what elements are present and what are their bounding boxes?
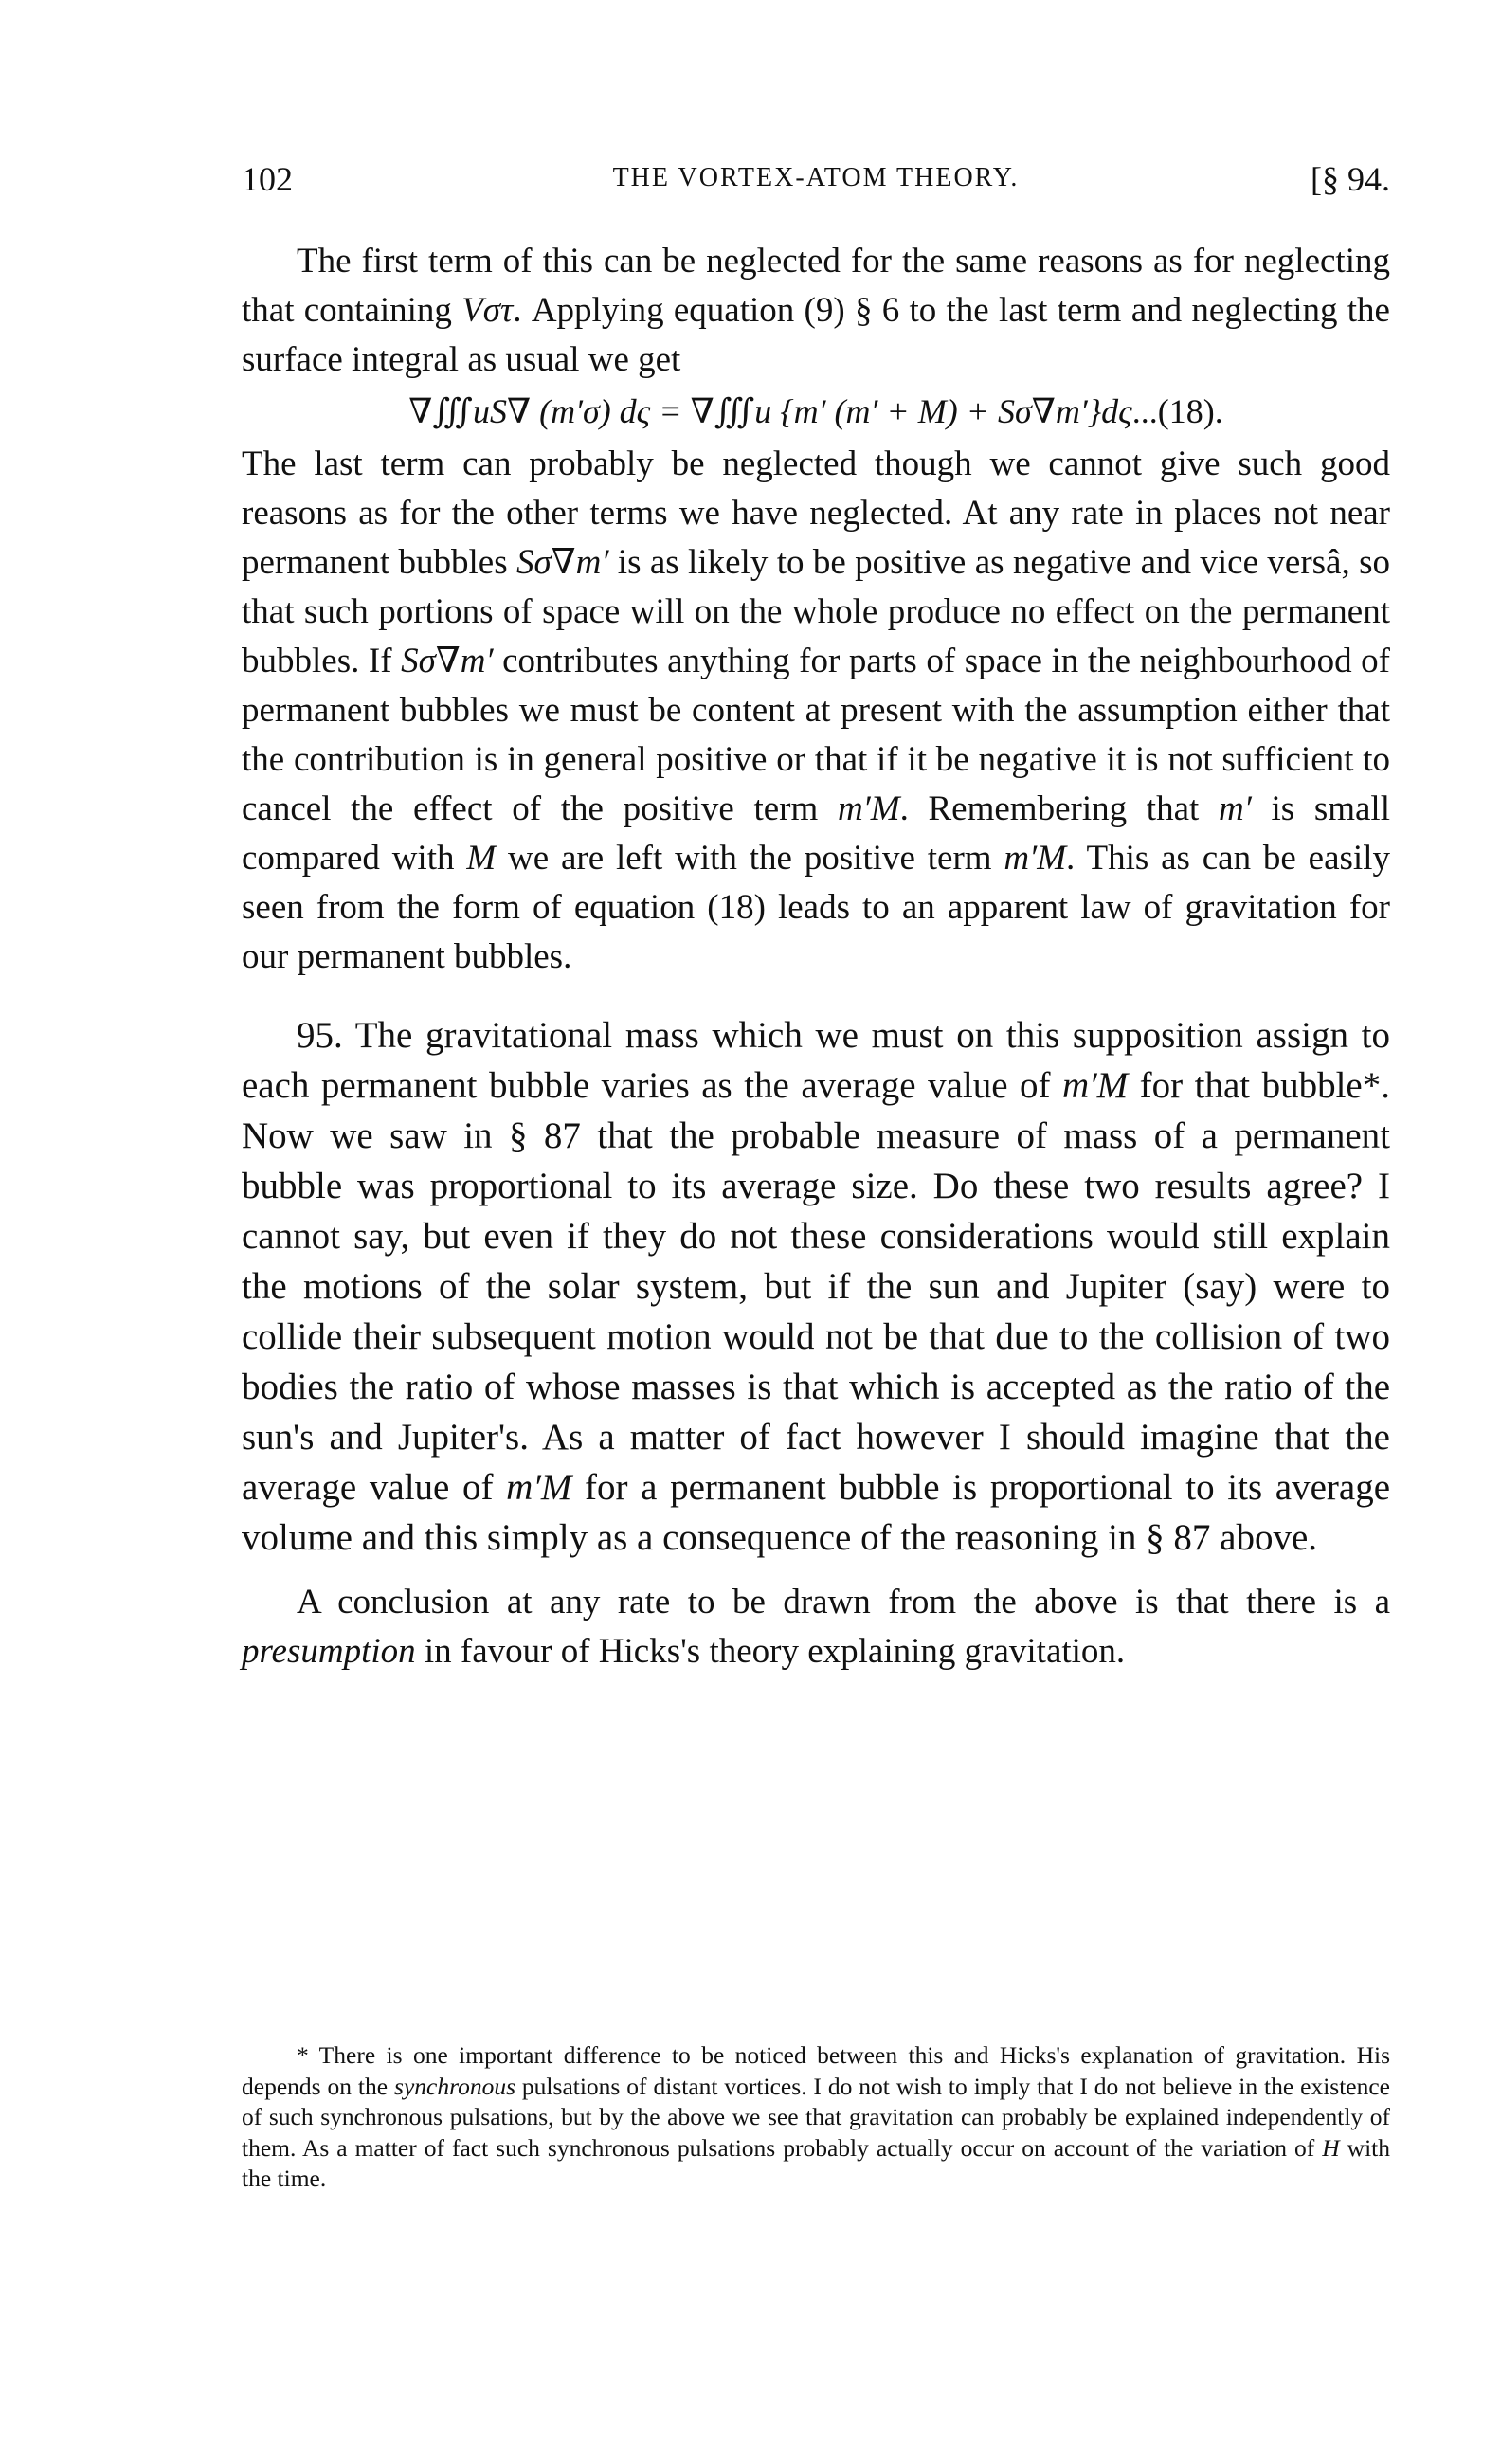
section-95 xyxy=(242,1010,1390,1563)
text-run: is small compared with xyxy=(242,789,1390,878)
text-run: for that bubble*. Now we saw in § 87 that the probable measure of mass of a permanent bubble was proportional to its average size. Do these two results agree? I cannot say, but even if they do not these considerations would still explain the motions of the solar system, but if the sun and Jupiter (say) were to collide their subsequent motion would not be that due to the collision of two bodies the ratio of whose masses is that which is accepted as the ratio of the sun's and Jupiter's. As a matter of fact however I should imagine that the average value of xyxy=(242,1065,1390,1508)
footnote-text xyxy=(242,2040,1390,2195)
text-run: pulsations of distant vortices. I do not wish to imply that I do not believe in the existence of such synchronous pulsations, but by the above we see that gravitation can probably be explained independently of them. As a matter of fact such synchronous pulsations probably actually occur on account of the variation of xyxy=(242,2072,1390,2162)
text-run: The gravitational mass which we must on this supposition assign to each permanent bubble varies as the average value of xyxy=(242,1015,1390,1106)
text-run: A conclusion at any rate to be drawn from the above is that there is a xyxy=(297,1583,1390,1622)
page-number: 102 xyxy=(242,160,293,198)
footnote xyxy=(242,2040,1390,2195)
running-head xyxy=(242,159,1390,203)
math-symbol: m′M xyxy=(1061,1065,1129,1106)
text-run: is as likely to be positive as negative and vice versâ, so that such portions of space will on the whole produce no effect on the permanent bubbles. If xyxy=(242,543,1390,680)
text-run: . This as can be easily seen from the form of equation (18) leads to an apparent law of gravitation for our permanent bubbles. xyxy=(242,839,1390,976)
text-run: for a permanent bubble is proportional to its average volume and this simply as a consequence of the reasoning in § 87 above. xyxy=(242,1467,1391,1558)
text-run: we are left with the positive term xyxy=(496,839,1004,878)
paragraph-conclusion xyxy=(242,1578,1390,1676)
math-symbol: m′M xyxy=(1004,839,1067,878)
math-symbol: m′ xyxy=(1218,789,1252,828)
math-symbol: m′M xyxy=(837,789,900,828)
math-symbol: M xyxy=(466,839,497,878)
body-text xyxy=(242,237,1390,1676)
math-symbol: m′M xyxy=(506,1467,572,1508)
text-run: in favour of Hicks's theory explaining gravitation. xyxy=(415,1632,1126,1671)
math-symbol: Sσ∇m′ xyxy=(401,642,494,680)
text-run: . Remembering that xyxy=(899,789,1219,828)
section-number: 95. xyxy=(297,1015,343,1056)
emphasis: presumption xyxy=(242,1632,416,1671)
text-run: with the time. xyxy=(242,2133,1390,2192)
text-run: The last term can probably be neglected though we cannot give such good reasons as for the other terms we have neglected. At any rate in places not near permanent bubbles xyxy=(242,444,1390,582)
math-symbol: H xyxy=(1322,2133,1340,2162)
text-run: . Applying equation (9) § 6 to the last term and neglecting the surface integral as usual we get xyxy=(242,291,1390,379)
equation-body: ∇∭uS∇ (m′σ) dς = ∇∭u {m′ (m′ + M) + Sσ∇m′}dς xyxy=(408,392,1132,430)
text-run: contributes anything for parts of space in the neighbourhood of permanent bubbles we must be content at present with the assumption either that the contribution is in general positive or that if it be negative it is not sufficient to cancel the effect of the positive term xyxy=(242,642,1391,828)
text-run: * There is one important difference to be noticed between this and Hicks's explanation of gravitation. His depends on the xyxy=(242,2041,1390,2100)
text-run: The first term of this can be neglected for the same reasons as for neglecting that containing xyxy=(242,242,1390,330)
paragraph-last-term xyxy=(242,440,1390,982)
paragraph-first-term xyxy=(242,237,1390,385)
equation-18 xyxy=(242,387,1390,436)
math-symbol: Sσ∇m′ xyxy=(516,543,609,582)
running-title: THE VORTEX-ATOM THEORY. xyxy=(612,163,1020,192)
math-symbol: Vστ xyxy=(461,291,514,330)
equation-tag: ...(18). xyxy=(1131,392,1223,430)
emphasis: synchronous xyxy=(394,2072,515,2100)
section-marker: [§ 94. xyxy=(1311,160,1390,198)
